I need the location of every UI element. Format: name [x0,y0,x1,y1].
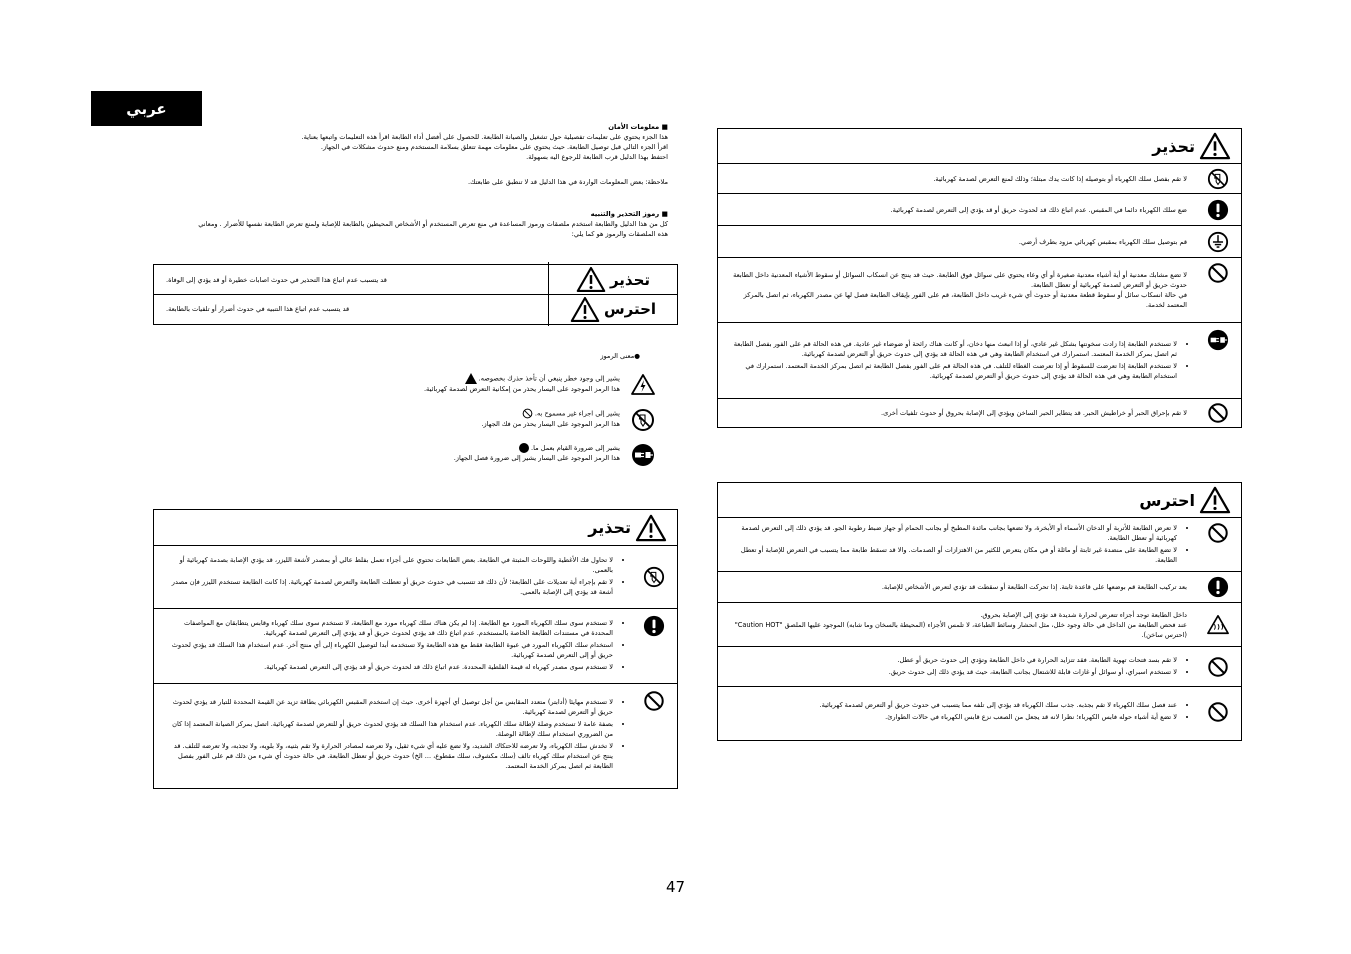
caution-item: • عند فصل سلك الكهرباء لا تقم بجذبه. جذب سلك الكهرباء قد يؤدي إلى تلفه مما يتسبب في حدوث حريق أو التعرض لصدمة كهربائية. [730,700,1177,710]
warning-row [718,322,1241,398]
warning-item: • لا تستخدم مهايئا (أدابتر) متعدد المقابس من أجل توصيل أي أجهزة أخرى. حيث إن استخدم المقبس الكهربائي بطاقة تزيد عن القيمة المحددة للتيار قد يؤدي لحدوث حريق أو التعرض لصدمة كهربائية. [166,697,613,717]
caution-item: • لا تقم بسد فتحات تهوية الطابعة. فقد تتزايد الحرارة في داخل الطابعة وتؤدي إلى حدوث حريق أو عطل. [730,655,1177,665]
hot-surface-icon [1207,614,1229,636]
mandatory-icon [1207,576,1229,598]
caution-row [718,571,1241,602]
caution-text: عند فحص الطابعة من الداخل في حالة وجود خلل، مثل انحشار وسائط الطباعة، لا تلمس الأجزاء (المحيطة بالسخان وما شابه) الموجود عليها الملصق "Caution HOT" (احترس ساخن). [734,620,1187,639]
warning-text: ضع سلك الكهرباء دائما في المقبس. عدم اتباع ذلك قد لحدوث حريق أو قد يؤدي إلى التعرض لصدمة كهربائية. [890,205,1187,214]
caution-title: احترس [1139,490,1195,510]
no-disassemble-icon [643,566,665,588]
warning-item: • لا تستخدم سوى مصدر كهرباء له قيمة الفلطية المحددة. عدم اتباع ذلك قد لحدوث حريق أو قد يؤدي إلى التعرض لصدمة كهربائية. [166,662,613,672]
symbol-meaning-line: يشير إلى اجراء غير مسموح به. [380,408,620,419]
warning-group [154,683,677,786]
warning-triangle-icon [635,514,667,542]
symbol-meaning-item [380,408,620,429]
caution-row [718,517,1241,571]
caution-text: داخل الطابعة توجد أجزاء تتعرض لحرارة شديدة قد تؤدي إلى الإصابة بحروق. [980,610,1187,619]
page-number: 47 [665,878,686,896]
warning-item: • استخدام سلك الكهرباء المورد في عبوة الطابعة فقط مع هذه الطابعة ولا تستخدمه أبدا لتوصيل الكهرباء إلى أي منتج آخر. عدم استخدام هذا السلك قد يؤدي لحدوث حريق أو إلى التعرض لصدمة كهربائية. [166,640,613,660]
warning-row [718,257,1241,322]
caution-item: • لا تستخدم اسبراي، أو سوائل أو غازات قابلة للاشتعال بجانب الطابعة، حيث قد يؤدي ذلك إلى حدوث حريق. [730,667,1177,677]
warning-item: • لا تحاول فك الأغطية واللوحات المثبتة في الطابعة. بعض الطابعات تحتوي على أجزاء تعمل بفلط عالي أو بمصدر لأشعة الليزر، قد يؤدي الإصابة بصدمة كهربائية أو بالعمى. [166,555,613,575]
legend-row-caution [154,294,677,323]
symbols-heading: ■ رموز التحذير والتنبيه [590,210,668,218]
prohibited-icon [1207,656,1229,678]
caution-row [718,686,1241,736]
prohibited-icon [1207,402,1229,424]
warning-row [718,398,1241,426]
warning-item: • بصفة عامة لا تستخدم وصلة لإطالة سلك الكهرباء. عدم استخدام هذا السلك قد يؤدي لحدوث حريق أو للتعرض لصدمة كهربائية. اتصل بمركز الصيانة المعتمد إذا كان من الضروري استخدام سلك لإطالة الوصلة. [166,719,613,739]
warning-title: تحذير [1152,136,1195,156]
warning-triangle-icon [1199,132,1231,160]
warning-row [718,163,1241,193]
symbols-text: كل من هذا الدليل والطابعة استخدم ملصقات ورموز المساعدة في منع تعرض المستخدم أو الأشخاص المحيطين بالطابعة للإصابة ولمنع تعرض الطابعة نفسها للأضرار . ومعاني [198,220,668,228]
no-disassemble-icon [631,408,655,432]
triangle-icon [465,373,477,384]
warning-group [154,608,677,683]
language-tab: عربي [91,91,202,126]
warning-text: في حالة انسكاب سائل أو سقوط قطعة معدنية أو حدوث أي شيء غريب داخل الطابعة، قم على الفور بإيقاف الطابعة فصل لها عن مصدر الكهرباء، ثم اتصل بالمركز المعتمد لخدمة. [743,291,1187,309]
symbol-meaning-line: هذا الرمز الموجود على اليسار يحذر من فك الجهاز. [481,420,620,428]
ground-icon [1207,231,1229,253]
warning-text: لا تقم بفصل سلك الكهرباء أو بتوصيله إذا كانت يدك مبتلة؛ وذلك لمنع التعرض لصدمة كهربائية. [933,174,1187,183]
prohibited-icon [643,690,665,712]
intro-line: اقرأ الجزء التالي قبل توصيل الطابعة. حيث يحتوي على معلومات مهمة تتعلق بسلامة المستخدم ومنع حدوث مشكلات في الجهاز. [320,143,668,151]
warning-row [718,193,1241,225]
warning-item: • لا تستخدم الطابعة إذا زادت سخونتها بشكل غير عادي، أو إذا انبعث منها دخان، أو كانت هناك رائحة أو ضوضاء غير عادية. في هذه الحالة قم على الفور بفصل الطابعة ثم اتصل بمركز الخدمة المعتمد. استمرارك في استخدام الطابعة وهي في هذه الحالة قد يؤدي إلى حدوث حريق أو التعرض لصدمة كهربائية. [730,339,1177,359]
safety-heading: ■ معلومات الأمان [608,123,668,131]
mandatory-icon [1207,199,1229,221]
prohibited-icon [1207,701,1229,723]
prohibited-icon [1207,262,1229,284]
legend-caution-label: احترس [603,300,657,318]
symbol-meaning-item [380,373,620,394]
warning-group [154,545,677,608]
legend-row-warning [154,265,677,294]
warning-title: تحذير [588,518,631,537]
warning-row [718,225,1241,257]
prohibited-icon [522,408,533,419]
legend-caution-text: قد يتسبب عدم اتباع هذا التنبيه في حدوث أضرار أو تلفيات بالطابعة. [166,305,350,313]
legend-warning-text: قد يتسبب عدم اتباع هذا التحذير في حدوث اصابات خطيرة أو قد يؤدي إلى الوفاة. [166,275,387,284]
intro-line: هذا الجزء يحتوي على تعليمات تفصيلية حول تشغيل والصيانة الطابعة. للحصول على أفضل أداء الطابعة اقرأ هذه التعليمات واتبعها بعناية. [301,133,668,141]
caution-text: بعد تركيب الطابعة قم بوضعها على قاعدة ثابتة. إذا تحركت الطابعة أو سقطت قد تؤدي لتعرض الأشخاص للإصابة. [881,583,1187,591]
warning-box-right [717,128,1242,428]
intro-section [100,122,668,239]
prohibited-icon [1207,522,1229,544]
filled-circle-icon [519,443,529,453]
caution-row [718,646,1241,686]
symbols-text: هذه الملصقات والرموز هو كما يلي: [571,230,668,238]
caution-item: • لا تضع الطابعة على منضدة غير ثابتة أو مائلة أو في مكان يتعرض للكثير من الاهتزازات أو الصدمات. والا قد تسقط طابعة مما يتسبب في التعرض للإصابة أو تعطل الطابعة. [730,545,1177,565]
warning-text: قم بتوصيل سلك الكهرباء بمقبس كهربائي مزود بطرف أرضي. [1018,237,1187,246]
electric-shock-icon [631,373,655,397]
caution-item: • لا تضع أية أشياء حوله فابس الكهرباء؛ نظرا لانه قد يجعل من الصعب نزع قابس الكهرباء في حالات الطوارئ. [730,712,1177,722]
caution-triangle-icon [570,296,600,323]
warning-item: • لا تستخدم الطابعة إذا تعرضت للسقوط أو إذا تعرضت الغطاء للتلف. في هذه الحالة قم على الفور بفصل الطابعة ثم اتصل بمركز الخدمة المعتمد. استمرارك في استخدام الطابعة وهي في هذه الحالة قد يؤدي إلى حدوث حريق أو التعرض لصدمة كهربائية. [730,361,1177,381]
unplug-icon [1207,329,1229,351]
caution-box-right [717,482,1242,741]
symbol-meaning-line: هذا الرمز الموجود على اليسار يشير إلى ضرورة فصل الجهاز. [453,454,620,462]
symbol-meaning-item [380,443,620,463]
warning-item: • لا تخدش سلك الكهرباء، ولا تعرضه للاحتكاك الشديد، ولا تضع عليه أي شيء ثقيل، ولا تعرضه لمصادر الحرارة ولا تقم بثنيه، ولا بلويه، ولا تجذبه، ولا تعرضه للتلف. قد ينتج عن استخدام سلك كهرباء تالف (سلك مكشوف، سلك مقطوع، ... الخ) حدوث حريق أو تعطل الطابعة. في حالة حدوث أي شيء من ذلك قم على الفور بفصل الطابعة ثم اتصل بمركز الخدمة المعتمد. [166,741,613,771]
symbol-meaning-line: يشير إلى ضرورة القيام بعمل ما. [380,443,620,453]
symbol-meaning-line: يشير إلى وجود خطر ينبغي أن تأخذ حذرك بخصوصه. [380,373,620,384]
warning-text: لا تضع مشابك معدنية أو أية أشياء معدنية صغيرة أو أي وعاء يحتوي على سوائل فوق الطابعة. حيث قد ينتج عن انسكاب السوائل أو سقوط الأشياء المعدنية داخل الطابعة حدوث حريق أو التعرض لصدمة كهربائية أو تعطل الطابعة. [733,271,1187,289]
caution-row [718,602,1241,646]
unplug-icon [631,443,655,467]
warning-box-left [153,509,678,789]
caution-item: • لا تعرض الطابعة للأتربة أو الدخان الأسماء أو الأبخرة، ولا تضعها بجانب مائدة المطبخ أو بجانب الحمام أو جهاز ضبط رطوبة الجو. قد يؤدي ذلك إلى التعرض لصدمة كهربائية أو تعطل الطابعة. [730,523,1177,543]
no-wet-hands-icon [1207,168,1229,190]
warning-text: لا تقم بإحراق الحبر أو خراطيش الحبر. قد يتطاير الحبر الساخن ويؤدي إلى الإصابة بحروق أو حدوث تلفيات أخرى. [881,408,1187,417]
intro-line: احتفظ بهذا الدليل قرب الطابعة للرجوع اليه بسهولة. [526,153,668,161]
legend-table [153,264,678,325]
symbol-meaning-heading: ●معنى الرموز [600,352,640,360]
warning-item: • لا تستخدم سوى سلك الكهرباء المورد مع الطابعة. إذا لم يكن هناك سلك كهرباء مورد مع الطابعة، لا تستخدم سوى سلك كهرباء وقابس يتطابقان مع المواصفات المحددة في مستندات الطابعة الخاصة بالمستخدم. عدم اتباع ذلك قد يؤدي لحدوث حريق أو قد يؤدي إلى التعرض لصدمة كهربائية. [166,618,613,638]
warning-item: • لا تقم بإجراء أية تعديلات على الطابعة؛ لأن ذلك قد تتسبب في حدوث حريق أو تعطلت الطابعة والتعرض لصدمة كهربائية. إذا كانت الطابعة تستخدم الليزر فإن مصدر أشعة قد يؤدي إلى الإصابة بالعمى. [166,577,613,597]
caution-triangle-icon [1199,486,1231,514]
symbol-meaning-line: هذا الرمز الموجود على اليسار يحذر من إمكانية التعرض لصدمة كهربائية. [423,385,620,393]
mandatory-icon [643,615,665,637]
legend-warning-label: تحذير [609,270,651,289]
warning-triangle-icon [576,266,606,293]
note: ملاحظة: بعض المعلومات الواردة في هذا الدليل قد لا تنطبق على طابعتك. [467,178,668,186]
